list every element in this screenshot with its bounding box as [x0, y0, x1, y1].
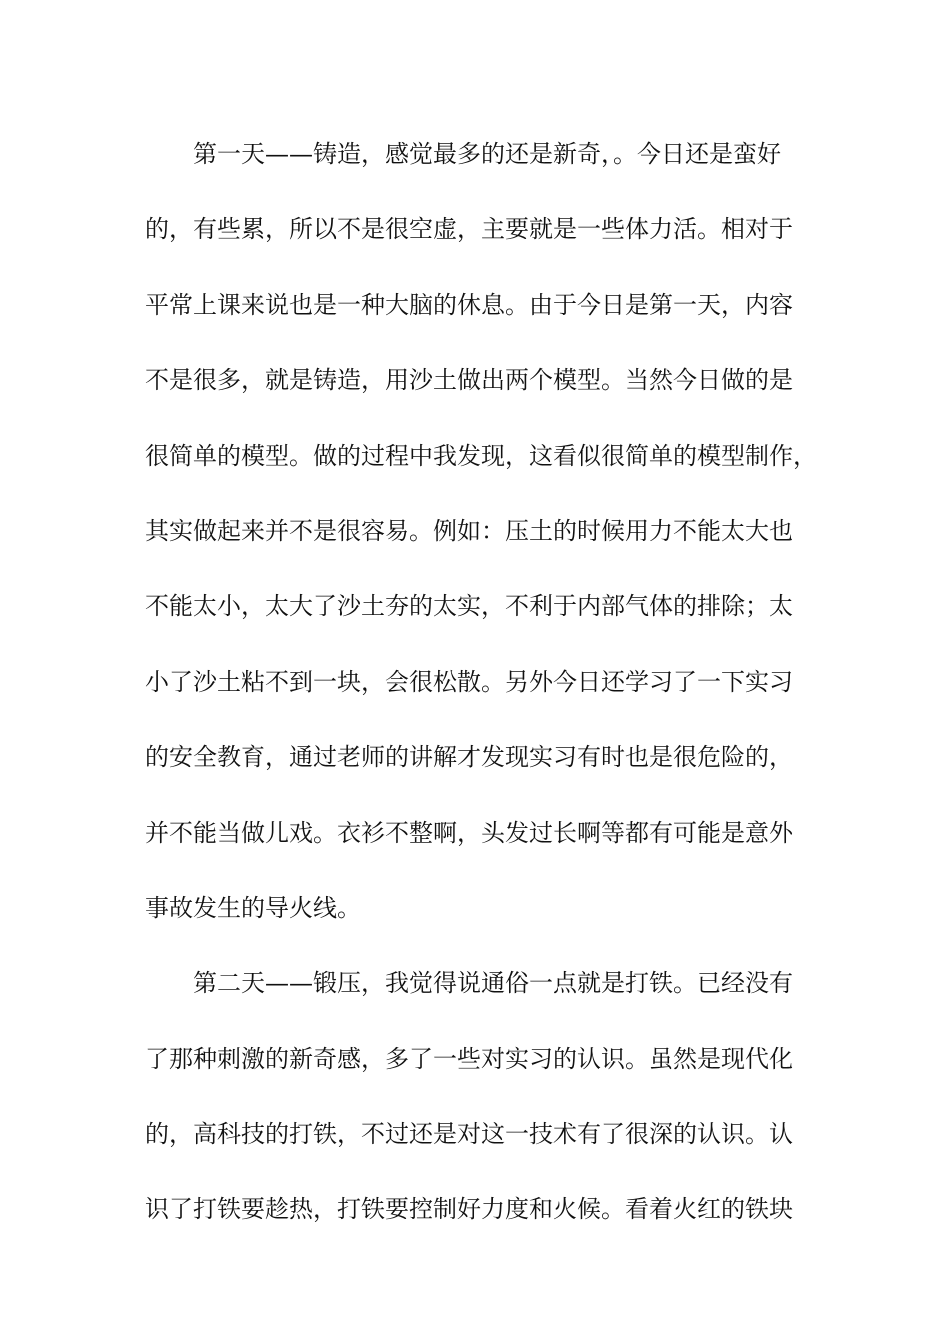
paragraph-2-line-3: 的，高科技的打铁，不过还是对这一技术有了很深的认识。认: [145, 1120, 793, 1149]
paragraph-2-line-1: 第二天——锻压，我觉得说通俗一点就是打铁。已经没有: [193, 969, 793, 998]
paragraph-1-line-4: 不是很多，就是铸造，用沙土做出两个模型。当然今日做的是: [145, 366, 793, 395]
paragraph-1-line-6: 其实做起来并不是很容易。例如：压土的时候用力不能太大也: [145, 516, 793, 545]
paragraph-1-line-5: 很简单的模型。做的过程中我发现，这看似很简单的模型制作，: [145, 441, 817, 470]
body-text: [145, 130, 817, 1261]
paragraph-1-line-2: 的，有些累，所以不是很空虚，主要就是一些体力活。相对于: [145, 215, 793, 244]
paragraph-2-line-2: 了那种刺激的新奇感，多了一些对实习的认识。虽然是现代化: [145, 1044, 793, 1073]
paragraph-1-line-10: 并不能当做儿戏。衣衫不整啊，头发过长啊等都有可能是意外: [145, 818, 793, 847]
paragraph-1-line-3: 平常上课来说也是一种大脑的休息。由于今日是第一天，内容: [145, 290, 793, 319]
paragraph-1-line-7: 不能太小，太大了沙土夯的太实，不利于内部气体的排除；太: [145, 592, 793, 621]
paragraph-1-line-11: 事故发生的导火线。: [145, 893, 361, 922]
paragraph-1-line-9: 的安全教育，通过老师的讲解才发现实习有时也是很危险的，: [145, 743, 793, 772]
paragraph-1-line-1: 第一天——铸造，感觉最多的还是新奇，。今日还是蛮好: [193, 140, 781, 168]
paragraph-2-line-4: 识了打铁要趁热，打铁要控制好力度和火候。看着火红的铁块: [145, 1195, 793, 1224]
paragraph-1-line-8: 小了沙土粘不到一块，会很松散。另外今日还学习了一下实习: [145, 667, 793, 696]
